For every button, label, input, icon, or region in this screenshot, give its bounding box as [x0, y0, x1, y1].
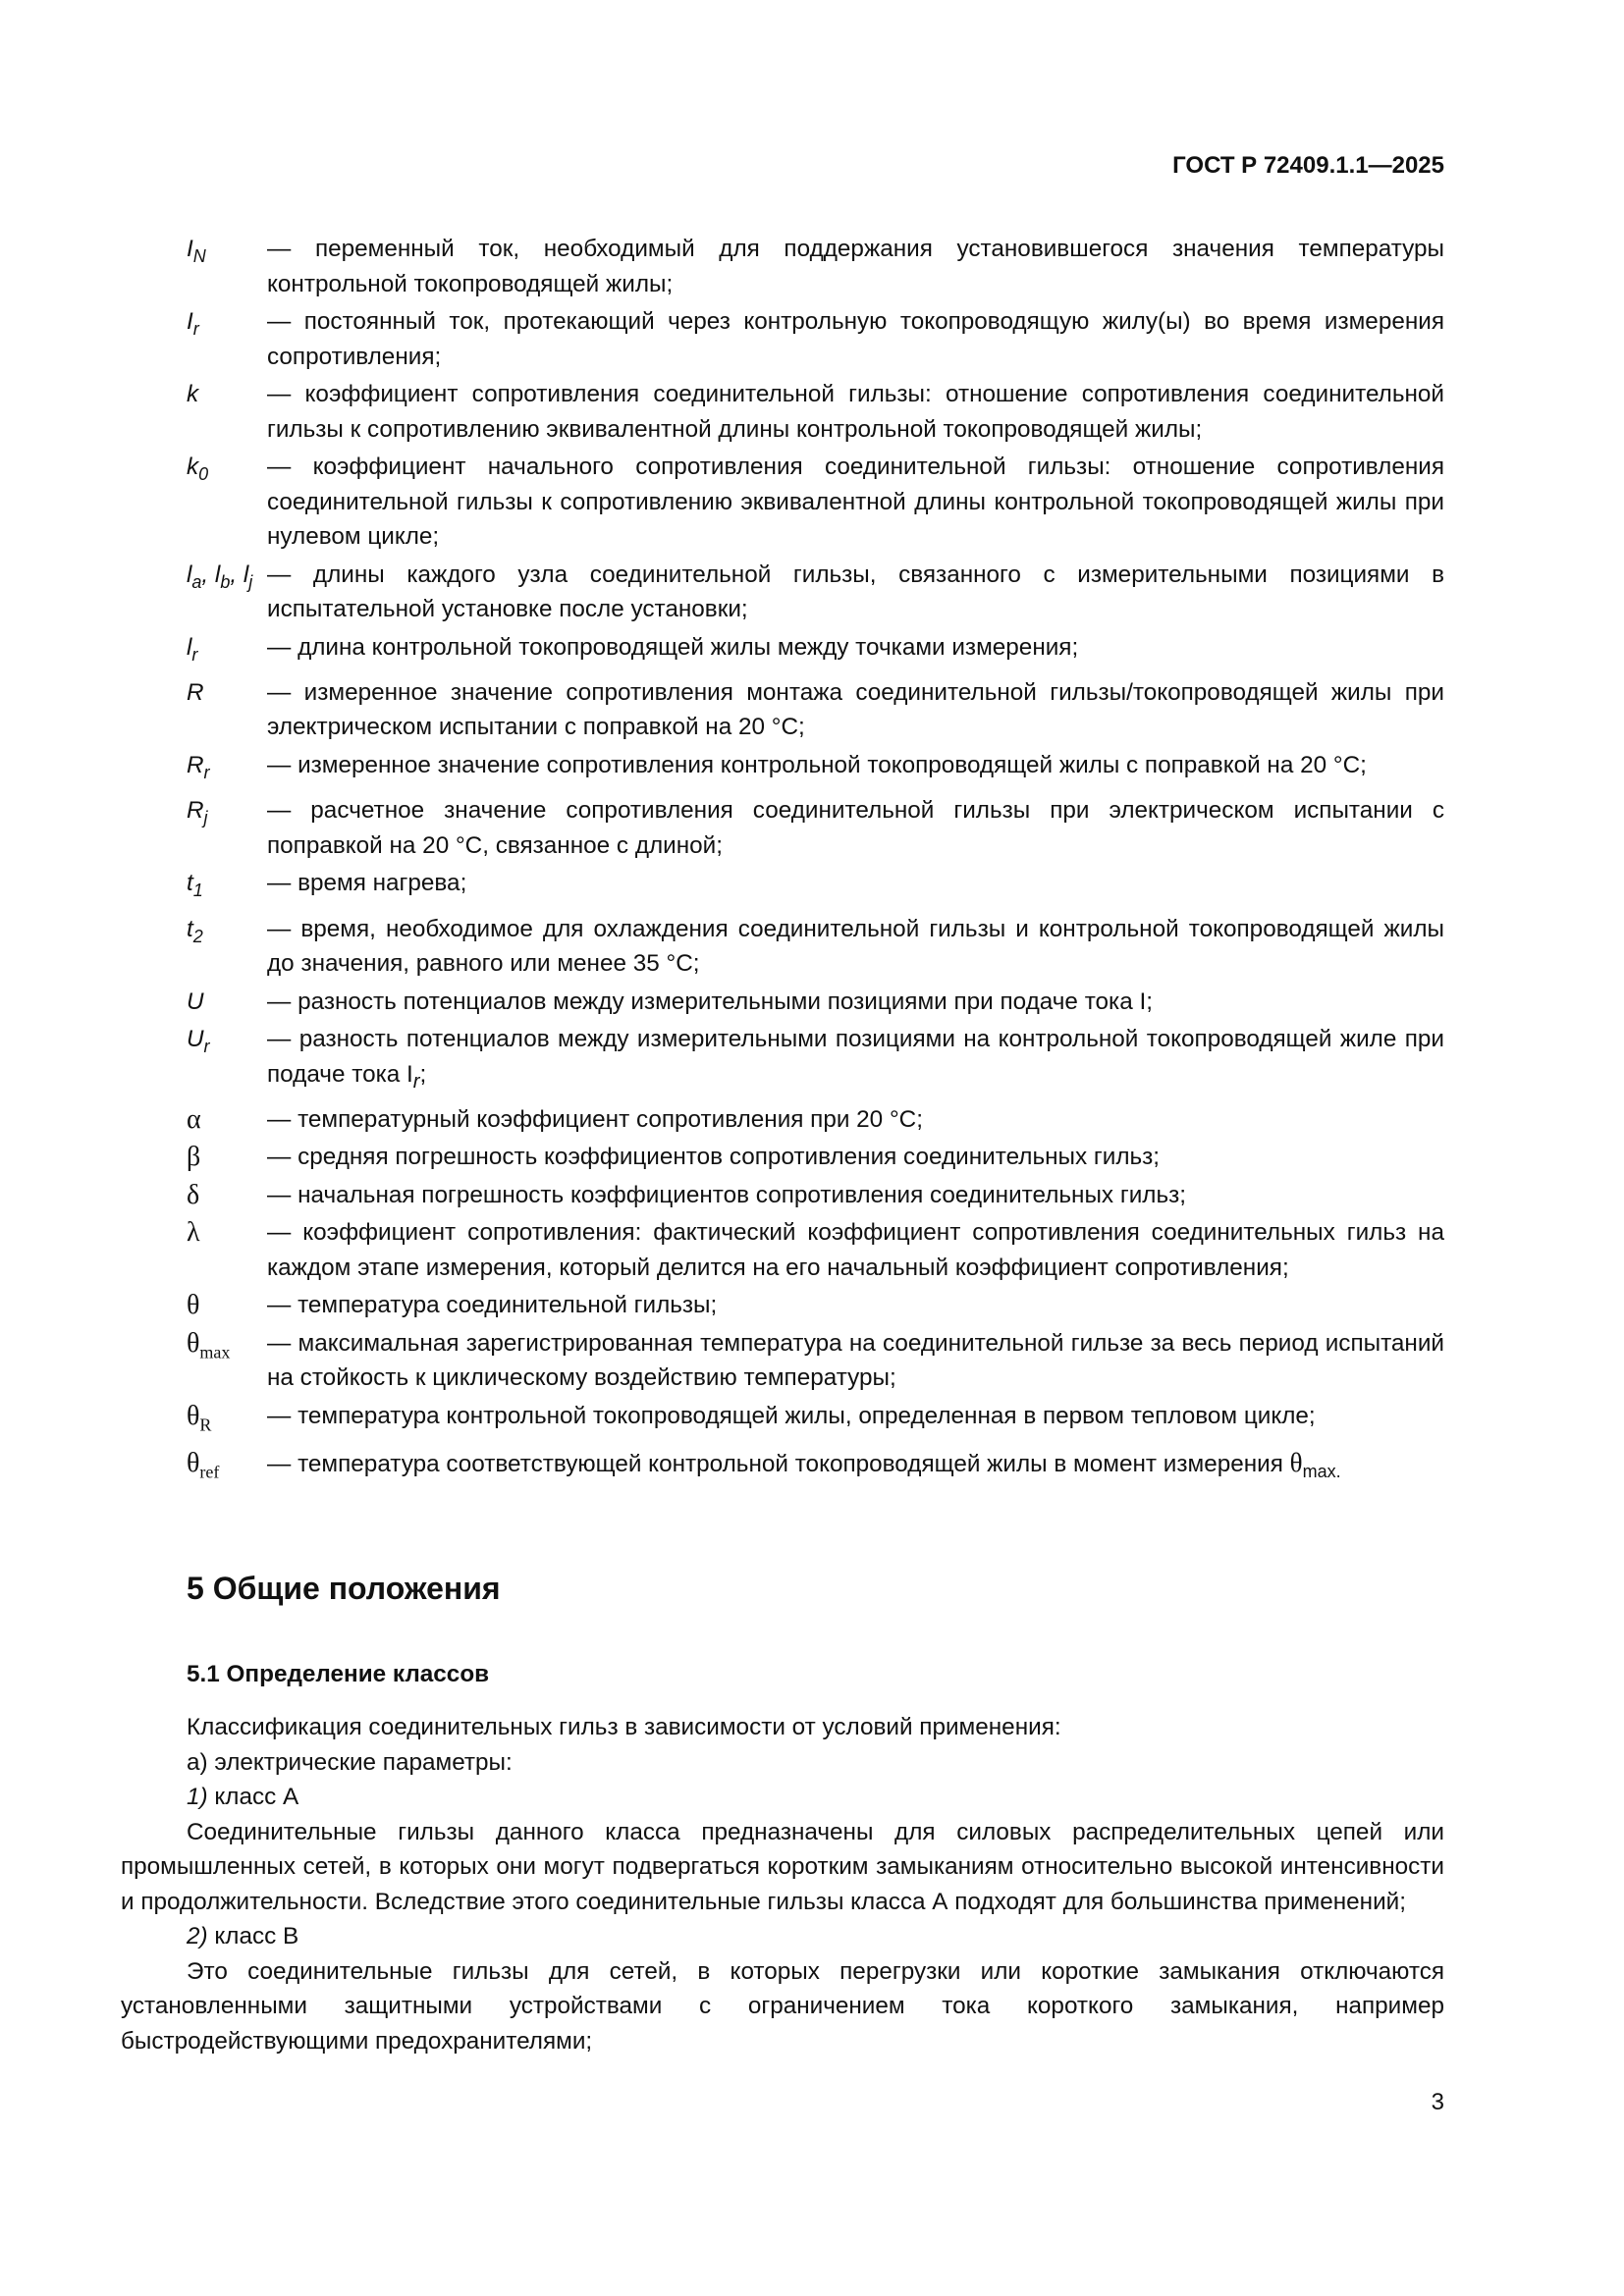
- definition-text: температура контрольной токопроводящей жилы, определенная в первом тепловом цикле;: [298, 1402, 1316, 1429]
- symbol-subscript: r: [191, 644, 198, 665]
- symbol-subscript: a: [191, 571, 202, 592]
- definition-row: [187, 630, 1444, 672]
- symbol-letter: k: [187, 381, 199, 407]
- definition-description: [267, 558, 1444, 627]
- symbol-letter: t: [187, 915, 193, 942]
- em-dash: —: [267, 751, 292, 778]
- definition-description: [267, 1326, 1444, 1396]
- definition-text: разность потенциалов между измерительными позициями на контрольной токопроводящей жиле при подаче тока I: [267, 1026, 1444, 1088]
- definition-row: [187, 1102, 1444, 1138]
- definition-text: начальная погрешность коэффициентов сопротивления соединительных гильз;: [298, 1181, 1186, 1208]
- em-dash: —: [267, 915, 292, 942]
- definition-symbol: [187, 1140, 267, 1175]
- symbol-letter: θ: [187, 1327, 200, 1359]
- symbols-definitions-list: [187, 232, 1444, 1493]
- list-item-electrical-parameters: а) электрические параметры:: [187, 1748, 513, 1776]
- symbol-letter: β: [187, 1142, 201, 1173]
- definition-symbol: [187, 1102, 267, 1138]
- definition-row: [187, 1326, 1444, 1396]
- definition-row: [187, 377, 1444, 447]
- em-dash: —: [267, 633, 292, 661]
- definition-text: максимальная зарегистрированная температура на соединительной гильзе за весь период испытаний на стойкость к циклическому воздействию температуры;: [267, 1329, 1444, 1392]
- em-dash: —: [267, 1105, 292, 1133]
- definition-text: расчетное значение сопротивления соединительной гильзы при электрическом испытании с поправкой на 20 °C, связанное с длиной;: [267, 797, 1444, 859]
- paragraph-classification-intro: Классификация соединительных гильз в зависимости от условий применения:: [187, 1714, 1061, 1740]
- symbol-subscript: 2: [192, 926, 203, 946]
- symbol-letter: l: [187, 561, 192, 588]
- definition-description: [267, 1178, 1444, 1213]
- definition-row: [187, 675, 1444, 745]
- list-number: 1): [187, 1784, 208, 1810]
- symbol-letter: θ: [187, 1400, 200, 1431]
- list-item-class-b: [121, 1919, 1444, 1954]
- symbol-letter: I: [187, 236, 193, 262]
- definition-row: [187, 450, 1444, 555]
- paragraph-class-a-description: Соединительные гильзы данного класса предназначены для силовых распределительных цепей или промышленных сетей, в которых они могут подвергаться коротким замыканиям относительно высокой интенсивности и продолжительности. Вследствие этого соединительные гильзы класса А подходят для большинства применений;: [121, 1818, 1444, 1915]
- em-dash: —: [267, 1181, 292, 1208]
- em-dash: —: [267, 678, 292, 706]
- definition-text: время нагрева;: [298, 870, 467, 897]
- definition-text: средняя погрешность коэффициентов сопротивления соединительных гильз;: [298, 1144, 1161, 1171]
- definition-symbol: [187, 748, 267, 790]
- em-dash: —: [267, 1219, 292, 1247]
- symbol-letter: R: [187, 797, 204, 825]
- symbol-letter: α: [187, 1103, 201, 1135]
- definition-row: [187, 232, 1444, 301]
- definition-description: [267, 232, 1444, 301]
- definition-symbol: [187, 1288, 267, 1323]
- em-dash: —: [267, 1026, 292, 1053]
- list-item-label: класс А: [207, 1784, 299, 1810]
- definition-text: разность потенциалов между измерительными позициями при подаче тока I;: [298, 988, 1153, 1015]
- section-body: [121, 1710, 1444, 2058]
- definition-description: [267, 377, 1444, 447]
- definition-symbol: [187, 377, 267, 447]
- definition-symbol: [187, 985, 267, 1020]
- definition-row: [187, 558, 1444, 627]
- definition-symbol: [187, 558, 267, 627]
- definition-symbol: [187, 1399, 267, 1443]
- symbol-letter: δ: [187, 1179, 200, 1210]
- definition-text: постоянный ток, протекающий через контрольную токопроводящую жилу(ы) во время измерения сопротивления;: [267, 308, 1444, 370]
- definition-description: [267, 450, 1444, 555]
- definition-symbol: [187, 1446, 267, 1490]
- definition-row: [187, 748, 1444, 790]
- symbol-letter: k: [187, 454, 199, 480]
- definition-description: [267, 1140, 1444, 1175]
- em-dash: —: [267, 797, 292, 825]
- definition-text-end: ;: [419, 1060, 427, 1088]
- document-id-header: ГОСТ Р 72409.1.1—2025: [1172, 152, 1444, 179]
- definition-description: [267, 675, 1444, 745]
- definition-text: коэффициент сопротивления соединительной гильзы: отношение сопротивления соединительной гильзы к сопротивлению эквивалентной длины контрольной токопроводящей жилы;: [267, 381, 1444, 443]
- symbol-subscript: N: [192, 245, 206, 266]
- definition-row: [187, 304, 1444, 374]
- symbol-subscript: ref: [199, 1462, 220, 1482]
- page-number: 3: [1431, 2089, 1444, 2115]
- definition-description: [267, 1022, 1444, 1099]
- definition-description: [267, 1215, 1444, 1285]
- em-dash: —: [267, 988, 292, 1015]
- definition-description: [267, 1446, 1444, 1490]
- symbol-subscript: 0: [198, 463, 209, 484]
- symbol-letter: , l: [230, 561, 249, 588]
- inline-subscript: max.: [1302, 1461, 1341, 1481]
- symbol-letter: U: [187, 1026, 204, 1053]
- em-dash: —: [267, 308, 292, 335]
- definition-description: [267, 912, 1444, 982]
- definition-text: измеренное значение сопротивления монтажа соединительной гильзы/токопроводящей жилы при электрическом испытании с поправкой на 20 °C;: [267, 678, 1444, 741]
- definition-text: переменный ток, необходимый для поддержания установившегося значения температуры контрольной токопроводящей жилы;: [267, 236, 1444, 297]
- symbol-subscript: r: [203, 762, 210, 782]
- symbol-subscript: R: [199, 1415, 212, 1435]
- definition-row: [187, 1446, 1444, 1490]
- definition-description: [267, 1399, 1444, 1443]
- em-dash: —: [267, 1451, 292, 1478]
- symbol-letter: t: [187, 870, 193, 897]
- definition-symbol: [187, 304, 267, 374]
- definition-text: коэффициент сопротивления: фактический коэффициент сопротивления соединительных гильз на каждом этапе измерения, который делится на его начальный коэффициент сопротивления;: [267, 1219, 1444, 1281]
- definition-symbol: [187, 1326, 267, 1396]
- symbol-letter: l: [187, 633, 192, 661]
- definition-description: [267, 793, 1444, 863]
- definition-text: длины каждого узла соединительной гильзы, связанного с измерительными позициями в испытательной установке после установки;: [267, 561, 1444, 622]
- definition-row: [187, 1140, 1444, 1175]
- definition-description: [267, 630, 1444, 672]
- em-dash: —: [267, 561, 292, 588]
- symbol-letter: R: [187, 751, 204, 778]
- paragraph-class-b-description: Это соединительные гильзы для сетей, в которых перегрузки или короткие замыкания отключаются установленными защитными устройствами с ограничением тока короткого замыкания, например быстродействующими предохранителями;: [121, 1957, 1444, 2055]
- symbol-subscript: j: [248, 571, 253, 592]
- definition-row: [187, 1288, 1444, 1323]
- symbol-letter: U: [187, 988, 204, 1015]
- inline-subscript: r: [412, 1070, 420, 1093]
- definition-text: измеренное значение сопротивления контрольной токопроводящей жилы с поправкой на 20 °C;: [298, 751, 1367, 778]
- definition-symbol: [187, 866, 267, 908]
- definition-description: [267, 304, 1444, 374]
- definition-text: температура соединительной гильзы;: [298, 1292, 718, 1319]
- definition-symbol: [187, 450, 267, 555]
- subsection-title: 5.1 Определение классов: [187, 1661, 490, 1687]
- definition-symbol: [187, 1178, 267, 1213]
- definition-text: длина контрольной токопроводящей жилы между точками измерения;: [298, 633, 1079, 661]
- definition-symbol: [187, 1022, 267, 1099]
- list-item-class-a: [121, 1780, 1444, 1815]
- definition-symbol: [187, 630, 267, 672]
- inline-theta-symbol: θ: [1289, 1448, 1303, 1478]
- definition-symbol: [187, 675, 267, 745]
- definition-row: [187, 793, 1444, 863]
- list-number: 2): [187, 1923, 208, 1949]
- list-item-label: класс В: [207, 1923, 299, 1949]
- symbol-letter: , l: [201, 561, 221, 588]
- symbol-letter: I: [187, 308, 193, 335]
- section-title: 5 Общие положения: [187, 1571, 501, 1606]
- definition-description: [267, 1102, 1444, 1138]
- definition-row: [187, 1399, 1444, 1443]
- definition-row: [187, 1022, 1444, 1099]
- symbol-subscript: j: [203, 808, 208, 828]
- em-dash: —: [267, 454, 292, 480]
- definition-row: [187, 1178, 1444, 1213]
- definition-text: коэффициент начального сопротивления соединительной гильзы: отношение сопротивления соединительной гильзы к сопротивлению эквивалентной длины контрольной токопроводящей жилы при нулевом цикле;: [267, 454, 1444, 550]
- symbol-letter: θ: [187, 1290, 200, 1321]
- em-dash: —: [267, 870, 292, 897]
- definition-description: [267, 985, 1444, 1020]
- symbol-subscript: b: [220, 571, 231, 592]
- em-dash: —: [267, 236, 292, 262]
- definition-row: [187, 985, 1444, 1020]
- symbol-subscript: r: [192, 318, 199, 339]
- definition-row: [187, 866, 1444, 908]
- definition-symbol: [187, 793, 267, 863]
- em-dash: —: [267, 1144, 292, 1171]
- definition-symbol: [187, 232, 267, 301]
- em-dash: —: [267, 381, 292, 407]
- definition-text: температура соответствующей контрольной токопроводящей жилы в момент измерения: [298, 1451, 1283, 1478]
- symbol-subscript: 1: [192, 881, 203, 901]
- symbol-subscript: r: [203, 1036, 210, 1056]
- symbol-letter: θ: [187, 1448, 200, 1479]
- symbol-subscript: max: [199, 1342, 231, 1362]
- definition-text: температурный коэффициент сопротивления при 20 °C;: [298, 1105, 923, 1133]
- definition-description: [267, 748, 1444, 790]
- definition-description: [267, 1288, 1444, 1323]
- em-dash: —: [267, 1329, 292, 1357]
- definition-description: [267, 866, 1444, 908]
- definition-symbol: [187, 912, 267, 982]
- em-dash: —: [267, 1292, 292, 1319]
- definition-row: [187, 1215, 1444, 1285]
- definition-text: время, необходимое для охлаждения соединительной гильзы и контрольной токопроводящей жилы до значения, равного или менее 35 °C;: [267, 915, 1444, 978]
- definition-symbol: [187, 1215, 267, 1285]
- symbol-letter: R: [187, 678, 204, 706]
- symbol-letter: λ: [187, 1217, 200, 1249]
- definition-row: [187, 912, 1444, 982]
- em-dash: —: [267, 1402, 292, 1429]
